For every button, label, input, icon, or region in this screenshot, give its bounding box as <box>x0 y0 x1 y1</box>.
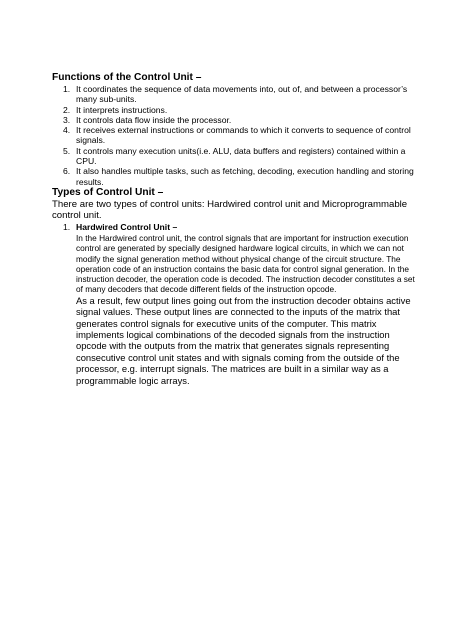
list-item <box>52 105 420 115</box>
functions-heading: Functions of the Control Unit – <box>52 72 202 83</box>
list-number: 2. <box>63 104 71 115</box>
list-number: 6. <box>63 166 71 177</box>
types-intro: There are two types of control units: Hardwired control unit and Microprogrammable control unit. <box>52 198 408 222</box>
list-item-text: It coordinates the sequence of data movements into, out of, and between a processor’s many sub-units. <box>76 84 408 105</box>
list-item <box>52 115 420 125</box>
list-number: 5. <box>63 145 71 156</box>
list-item <box>52 166 420 187</box>
list-item-text: It controls data flow inside the processor. <box>76 114 232 125</box>
functions-list <box>52 84 420 187</box>
list-number: 1. <box>63 84 71 94</box>
list-number: 3. <box>63 114 71 125</box>
list-number: 1. <box>63 221 71 232</box>
hardwired-paragraph-1: In the Hardwired control unit, the control signals that are important for instruction execution control are generated by specially designed hardware logical circuits, in which we can not modify the signal generation method without physical change of the circuit structure. The operation code of an instruction contains the basic data for control signal generation. In the instruction decoder, the operation code is decoded. The instruction decoder constitutes a set of many decoders that decode different fields of the instruction opcode. <box>76 232 415 295</box>
list-item-text: It also handles multiple tasks, such as fetching, decoding, execution handling and storing results. <box>76 166 414 187</box>
list-item-text: It interprets instructions. <box>76 104 168 115</box>
list-item <box>52 125 420 146</box>
list-item-text: It controls many execution units(i.e. ALU, data buffers and registers) contained within a CPU. <box>76 145 406 167</box>
list-item <box>52 146 420 167</box>
list-item <box>52 84 420 105</box>
list-number: 4. <box>63 125 71 136</box>
types-heading: Types of Control Unit – <box>52 186 164 198</box>
list-item-text: It receives external instructions or commands to which it converts to sequence of control signals. <box>76 125 411 146</box>
document-page <box>52 72 420 386</box>
hardwired-paragraph-2: As a result, few output lines going out from the instruction decoder obtains active signal values. These output lines are connected to the inputs of the matrix that generates control signals for executive units of the computer. This matrix implements logical combinations of the decoded signals from the instruction opcode with the outputs from the matrix that generates signals representing consecutive control unit states and with signals coming from the outside of the processor, e.g. interrupt signals. The matrices are built in a similar way as a programmable logic arrays. <box>76 294 411 386</box>
hardwired-title: Hardwired Control Unit – <box>76 221 178 232</box>
hardwired-section <box>52 222 420 386</box>
